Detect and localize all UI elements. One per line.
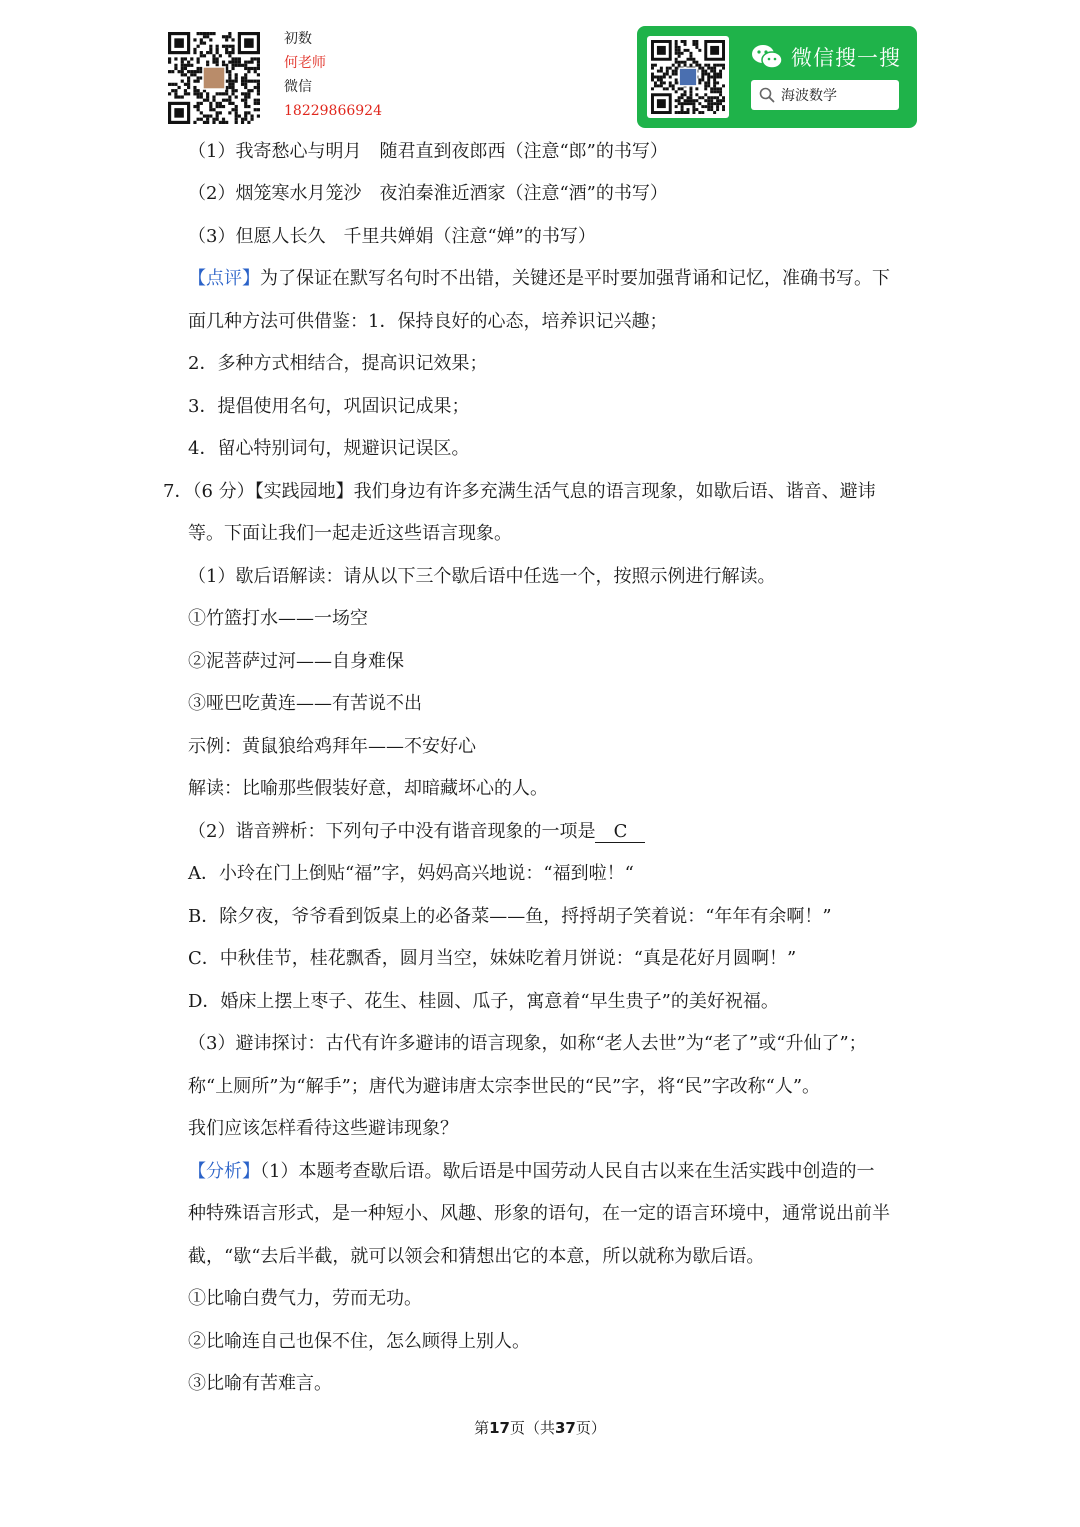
page-footer [0,1417,1080,1438]
analysis-line-3: 截，“歇“去后半截，就可以领会和猜想出它的本意，所以就称为歇后语。 [188,1246,765,1267]
wechat-logo-icon [751,43,783,71]
answer-blank: C [595,822,645,843]
question-7-stem-cont: 等。下面让我们一起走近这些语言现象。 [188,523,512,544]
method-line-4: 4．留心特别词句，规避识记误区。 [188,438,470,459]
subquestion-2-text: （2）谐音辨析：下列句子中没有谐音现象的一项是 [188,821,596,842]
page-total: 37 [555,1419,576,1437]
proverb-3: ③哑巴吃黄连——有苦说不出 [188,693,422,714]
analysis-text: （1）本题考查歇后语。歇后语是中国劳动人民自古以来在生活实践中创造的一 [260,1161,875,1182]
wechat-qr-code [647,36,729,118]
analysis-point-2: ②比喻连自己也保不住，怎么顾得上别人。 [188,1331,530,1352]
wechat-search-box[interactable] [751,80,899,110]
wechat-title-text: 微信搜一搜 [791,46,901,70]
option-d: D．婚床上摆上枣子、花生、桂圆、瓜子，寓意着“早生贵子”的美好祝福。 [188,991,779,1012]
question-7-stem: 7．（6 分）【实践园地】我们身边有许多充满生活气息的语言现象，如歇后语、谐音、避讳 [163,481,876,502]
contact-line-subject: 初数 [284,31,312,47]
wechat-search-banner[interactable] [637,26,917,128]
contact-line-wechat-label: 微信 [284,79,312,95]
option-c: C．中秋佳节，桂花飘香，圆月当空，妹妹吃着月饼说：“真是花好月圆啊！” [188,948,797,969]
answer-line-2: （2）烟笼寒水月笼沙 夜泊秦淮近酒家（注意“酒”的书写） [188,183,668,204]
contact-line-phone: 18229866924 [284,103,382,119]
analysis-point-3: ③比喻有苦难言。 [188,1373,332,1394]
qr-code-icon [168,32,260,124]
footer-suffix: 页） [575,1419,606,1437]
wechat-title [751,40,911,74]
contact-info [284,27,382,123]
analysis-line-2: 种特殊语言形式，是一种短小、风趣、形象的语句，在一定的语言环境中，通常说出前半 [188,1203,890,1224]
analysis-tag: 【分析】 [188,1161,260,1182]
comment-line [188,266,890,292]
footer-mid: 页（共 [509,1419,555,1437]
contact-line-teacher: 何老师 [284,55,326,71]
example-line: 示例：黄鼠狼给鸡拜年——不安好心 [188,736,476,757]
method-line-1: 面几种方法可供借鉴：1．保持良好的心态，培养识记兴趣； [188,311,668,332]
method-line-3: 3．提倡使用名句，巩固识记成果； [188,396,470,417]
analysis-point-1: ①比喻白费气力，劳而无功。 [188,1288,422,1309]
subquestion-1: （1）歇后语解读：请从以下三个歇后语中任选一个，按照示例进行解读。 [188,566,776,587]
analysis-line [188,1159,874,1185]
wechat-search-text: 海波数学 [781,88,837,104]
option-b: B．除夕夜，爷爷看到饭桌上的必备菜——鱼，捋捋胡子笑着说：“年年有余啊！” [188,906,832,927]
option-a: A．小玲在门上倒贴“福”字，妈妈高兴地说：“福到啦！“ [188,863,634,884]
proverb-1: ①竹篮打水——一场空 [188,608,368,629]
subquestion-3-cont-2: 我们应该怎样看待这些避讳现象？ [188,1118,458,1139]
comment-text: 为了保证在默写名句时不出错，关键还是平时要加强背诵和记忆，准确书写。下 [260,268,890,289]
proverb-2: ②泥菩萨过河——自身难保 [188,651,404,672]
answer-line-3: （3）但愿人长久 千里共婵娟（注意“婵”的书写） [188,226,596,247]
footer-prefix: 第 [474,1419,490,1437]
answer-line-1: （1）我寄愁心与明月 随君直到夜郎西（注意“郎”的书写） [188,141,668,162]
method-line-2: 2．多种方式相结合，提高识记效果； [188,353,488,374]
qr-code-icon [651,40,725,114]
subquestion-3: （3）避讳探讨：古代有许多避讳的语言现象，如称“老人去世”为“老了”或“升仙了”； [188,1033,867,1054]
interpretation-line: 解读：比喻那些假装好意，却暗藏坏心的人。 [188,778,548,799]
search-icon [759,87,775,103]
subquestion-2 [188,819,645,845]
subquestion-3-cont-1: 称“上厕所”为“解手”；唐代为避讳唐太宗李世民的“民”字，将“民”字改称“人”。 [188,1076,821,1097]
page-number: 17 [489,1419,510,1437]
comment-tag: 【点评】 [188,268,260,289]
